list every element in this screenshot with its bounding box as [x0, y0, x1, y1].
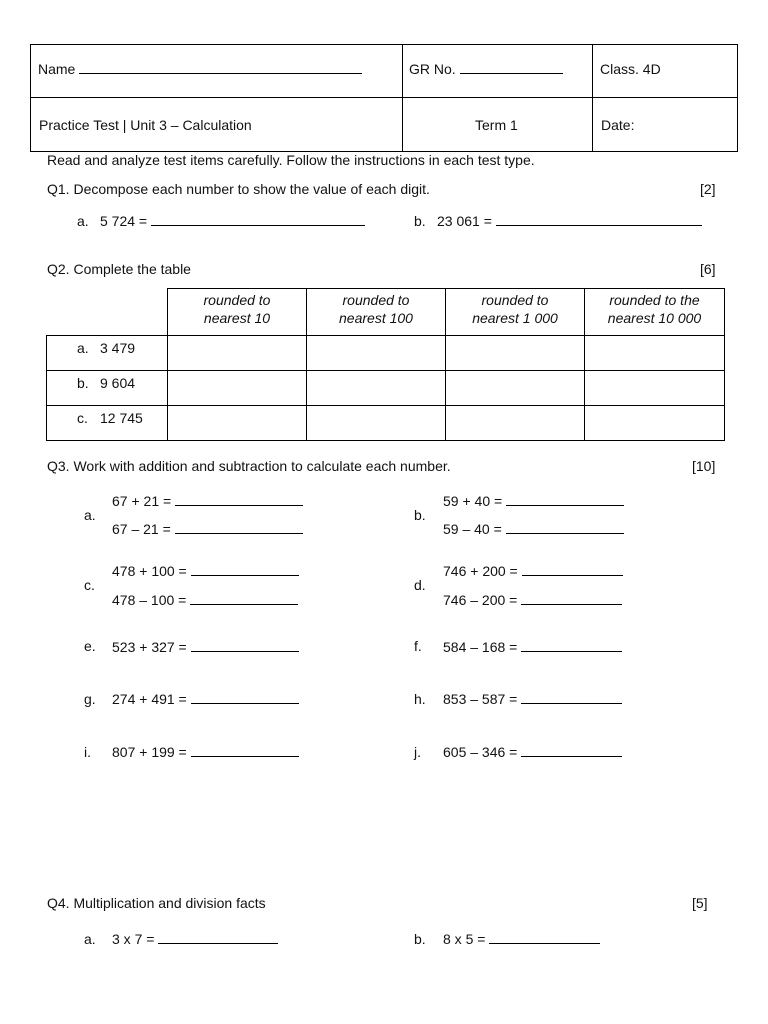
q3-marks: [10]	[692, 458, 716, 474]
item-letter: f.	[414, 638, 422, 654]
answer-cell[interactable]	[585, 336, 725, 371]
item-letter: b.	[414, 507, 426, 523]
q4-item-a	[84, 932, 278, 946]
answer-cell[interactable]	[446, 336, 585, 371]
test-title: Practice Test | Unit 3 – Calculation	[39, 117, 252, 133]
column-header: rounded to nearest 100	[307, 289, 446, 336]
answer-blank[interactable]	[158, 942, 278, 944]
divider	[592, 45, 593, 151]
q3-line: 853 – 587 =	[443, 692, 622, 706]
q3-line: 584 – 168 =	[443, 640, 622, 654]
column-header: rounded to the nearest 10 000	[585, 289, 725, 336]
item-expression: 8 x 5 =	[443, 931, 486, 947]
item-letter: i.	[84, 744, 91, 760]
q1-item-b	[414, 214, 702, 228]
answer-cell[interactable]	[307, 406, 446, 441]
answer-cell[interactable]	[168, 406, 307, 441]
rounding-table	[46, 288, 725, 441]
q3-line: 67 – 21 =	[112, 522, 303, 536]
q4-item-b	[414, 932, 600, 946]
empty-corner	[47, 289, 168, 336]
q3-line: 807 + 199 =	[112, 745, 299, 759]
item-letter: d.	[414, 577, 426, 593]
answer-blank[interactable]	[191, 702, 299, 704]
answer-blank[interactable]	[175, 504, 303, 506]
q3-title: Q3. Work with addition and subtraction to calculate each number.	[47, 458, 451, 474]
q3-line: 478 – 100 =	[112, 593, 298, 607]
answer-blank[interactable]	[191, 574, 299, 576]
answer-blank[interactable]	[190, 603, 298, 605]
q3-line: 523 + 327 =	[112, 640, 299, 654]
divider	[402, 45, 403, 151]
q3-line: 274 + 491 =	[112, 692, 299, 706]
answer-cell[interactable]	[168, 371, 307, 406]
item-letter: e.	[84, 638, 96, 654]
q3-line: 746 – 200 =	[443, 593, 622, 607]
q4-marks: [5]	[692, 895, 708, 911]
answer-cell[interactable]	[168, 336, 307, 371]
answer-cell[interactable]	[307, 336, 446, 371]
q3-line: 746 + 200 =	[443, 564, 623, 578]
answer-blank[interactable]	[151, 224, 365, 226]
answer-cell[interactable]	[446, 406, 585, 441]
answer-blank[interactable]	[175, 532, 303, 534]
gr-blank[interactable]	[460, 72, 563, 74]
class-label: Class. 4D	[600, 61, 661, 77]
gr-label: GR No.	[409, 61, 456, 77]
answer-cell[interactable]	[307, 371, 446, 406]
q2-title: Q2. Complete the table	[47, 261, 191, 277]
q2-marks: [6]	[700, 261, 716, 277]
row-label: a. 3 479	[47, 336, 168, 371]
instructions: Read and analyze test items carefully. Follow the instructions in each test type.	[47, 152, 535, 168]
answer-blank[interactable]	[496, 224, 702, 226]
q1-marks: [2]	[700, 181, 716, 197]
answer-blank[interactable]	[522, 574, 623, 576]
divider	[31, 97, 737, 98]
item-letter: a.	[77, 213, 89, 229]
answer-blank[interactable]	[191, 650, 299, 652]
item-letter: a.	[84, 931, 96, 947]
table-row	[47, 406, 725, 441]
item-letter: a.	[84, 507, 96, 523]
item-expression: 5 724 =	[100, 213, 148, 229]
answer-cell[interactable]	[585, 406, 725, 441]
q3-line: 605 – 346 =	[443, 745, 622, 759]
item-letter: j.	[414, 744, 421, 760]
column-header: rounded to nearest 10	[168, 289, 307, 336]
column-header: rounded to nearest 1 000	[446, 289, 585, 336]
q1-title: Q1. Decompose each number to show the value of each digit.	[47, 181, 430, 197]
date-label: Date:	[601, 117, 635, 133]
answer-blank[interactable]	[489, 942, 600, 944]
answer-cell[interactable]	[446, 371, 585, 406]
q4-title: Q4. Multiplication and division facts	[47, 895, 266, 911]
q3-line: 478 + 100 =	[112, 564, 299, 578]
q3-line: 59 + 40 =	[443, 494, 624, 508]
table-header-row	[47, 289, 725, 336]
row-label: b. 9 604	[47, 371, 168, 406]
table-row	[47, 336, 725, 371]
row-label: c. 12 745	[47, 406, 168, 441]
q3-line: 59 – 40 =	[443, 522, 624, 536]
name-blank[interactable]	[79, 72, 362, 74]
q1-item-a	[77, 214, 365, 228]
item-letter: c.	[84, 577, 95, 593]
answer-blank[interactable]	[191, 755, 299, 757]
term-label: Term 1	[475, 117, 518, 133]
answer-blank[interactable]	[521, 650, 622, 652]
answer-blank[interactable]	[521, 702, 622, 704]
q3-line: 67 + 21 =	[112, 494, 303, 508]
table-row	[47, 371, 725, 406]
name-field[interactable]	[38, 62, 362, 76]
answer-blank[interactable]	[506, 504, 624, 506]
answer-blank[interactable]	[506, 532, 624, 534]
item-letter: g.	[84, 691, 96, 707]
name-label: Name	[38, 61, 76, 77]
gr-field[interactable]	[409, 62, 563, 76]
answer-blank[interactable]	[521, 755, 622, 757]
item-letter: b.	[414, 931, 426, 947]
item-expression: 23 061 =	[437, 213, 492, 229]
item-letter: h.	[414, 691, 426, 707]
answer-cell[interactable]	[585, 371, 725, 406]
item-letter: b.	[414, 213, 426, 229]
item-expression: 3 x 7 =	[112, 931, 155, 947]
answer-blank[interactable]	[521, 603, 622, 605]
